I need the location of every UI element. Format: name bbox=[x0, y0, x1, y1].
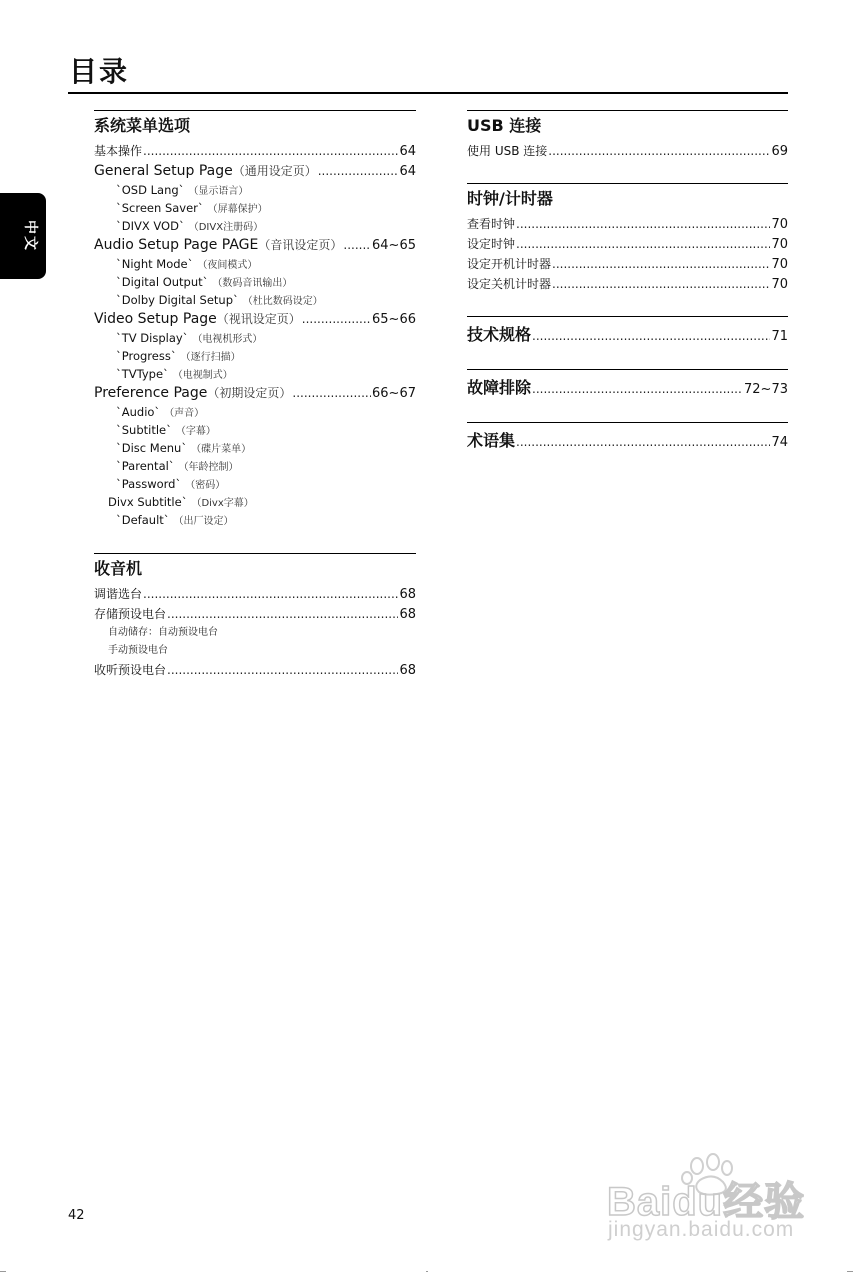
section-system-menu bbox=[94, 110, 416, 529]
leader-dots bbox=[548, 141, 770, 161]
toc-page-number: 68 bbox=[399, 607, 416, 622]
toc-subitem: `Digital Output` （数码音讯输出） bbox=[116, 275, 293, 289]
toc-subitem: `TV Display` （电视机形式） bbox=[116, 331, 263, 345]
toc-page-number: 65~66 bbox=[372, 312, 416, 327]
toc-entry-label: 术语集 bbox=[467, 431, 516, 450]
leader-dots bbox=[318, 161, 399, 181]
toc-subitem: Divx Subtitle` （Divx字幕） bbox=[108, 495, 254, 509]
leader-dots bbox=[292, 383, 371, 403]
toc-entry-store-presets[interactable] bbox=[94, 604, 416, 624]
toc-entry-label: 设定开机计时器 bbox=[467, 257, 552, 271]
toc-right-column bbox=[467, 110, 788, 453]
toc-subitem: `Disc Menu` （碟片菜单） bbox=[116, 441, 252, 455]
section-title-system-menu: 系统菜单选项 bbox=[94, 116, 191, 135]
toc-entry-label: 使用 USB 连接 bbox=[467, 144, 548, 158]
toc-page-number: 68 bbox=[399, 663, 416, 678]
toc-entry-label: 收听预设电台 bbox=[94, 663, 167, 677]
title-rule bbox=[68, 92, 788, 94]
section-radio bbox=[94, 553, 416, 680]
leader-dots bbox=[552, 274, 770, 294]
toc-entry-label: General Setup Page（通用设定页） bbox=[94, 163, 317, 179]
toc-page-number: 64~65 bbox=[372, 238, 416, 253]
page-number: 42 bbox=[68, 1208, 85, 1223]
leader-dots bbox=[552, 254, 770, 274]
toc-subitem: `Audio` （声音） bbox=[116, 405, 205, 419]
toc-page-number: 70 bbox=[771, 237, 788, 252]
toc-subitem: `Dolby Digital Setup` （杜比数码设定） bbox=[116, 293, 323, 307]
toc-subitem: `Parental` （年龄控制） bbox=[116, 459, 239, 473]
toc-subitem: `OSD Lang` （显示语言） bbox=[116, 183, 249, 197]
toc-page-number: 66~67 bbox=[372, 386, 416, 401]
toc-entry-label: 基本操作 bbox=[94, 144, 143, 158]
toc-entry-usb[interactable] bbox=[467, 141, 788, 161]
toc-entry-glossary[interactable] bbox=[467, 429, 788, 453]
toc-page-number: 70 bbox=[771, 277, 788, 292]
toc-subitem: `Night Mode` （夜间模式） bbox=[116, 257, 258, 271]
section-usb bbox=[467, 110, 788, 161]
toc-entry-label: 设定关机计时器 bbox=[467, 277, 552, 291]
section-specs bbox=[467, 316, 788, 347]
leader-dots bbox=[532, 377, 743, 401]
leader-dots bbox=[302, 309, 371, 329]
leader-dots bbox=[343, 235, 371, 255]
section-title-clock: 时钟/计时器 bbox=[467, 189, 553, 208]
toc-subitem: `Password` （密码） bbox=[116, 477, 226, 491]
leader-dots bbox=[167, 604, 398, 624]
section-glossary bbox=[467, 422, 788, 453]
leader-dots bbox=[532, 324, 770, 348]
leader-dots bbox=[143, 584, 398, 604]
toc-entry-label: 技术规格 bbox=[467, 325, 532, 344]
section-title-usb: USB 连接 bbox=[467, 116, 542, 135]
watermark-text: Baidu经验 bbox=[607, 1180, 806, 1224]
toc-entry-troubleshooting[interactable] bbox=[467, 376, 788, 400]
toc-entry-on-timer[interactable] bbox=[467, 254, 788, 274]
toc-subitem: `Screen Saver` （屏幕保护） bbox=[116, 201, 268, 215]
toc-page-number: 69 bbox=[771, 144, 788, 159]
toc-entry-set-clock[interactable] bbox=[467, 234, 788, 254]
toc-entry-listen-presets[interactable] bbox=[94, 660, 416, 680]
toc-entry-label: 调谐选台 bbox=[94, 587, 143, 601]
leader-dots bbox=[167, 660, 398, 680]
crop-mark bbox=[847, 1271, 853, 1272]
leader-dots bbox=[516, 214, 770, 234]
section-troubleshooting bbox=[467, 369, 788, 400]
toc-page-number: 72~73 bbox=[744, 382, 788, 397]
leader-dots bbox=[143, 141, 398, 161]
leader-dots bbox=[516, 234, 770, 254]
toc-entry-label: Audio Setup Page PAGE（音讯设定页） bbox=[94, 237, 343, 253]
toc-subitem: `DIVX VOD` （DIVX注册码） bbox=[116, 219, 264, 233]
toc-entry-label: 故障排除 bbox=[467, 378, 532, 397]
toc-entry-label: Video Setup Page（视讯设定页） bbox=[94, 311, 301, 327]
toc-entry-preference[interactable] bbox=[94, 383, 416, 403]
toc-page-number: 64 bbox=[399, 144, 416, 159]
toc-entry-tuning[interactable] bbox=[94, 584, 416, 604]
toc-page-number: 70 bbox=[771, 257, 788, 272]
toc-subitem: `Default` （出厂设定） bbox=[116, 513, 234, 527]
toc-subitem: `TVType` （电视制式） bbox=[116, 367, 233, 381]
toc-page-number: 64 bbox=[399, 164, 416, 179]
section-clock bbox=[467, 183, 788, 294]
toc-entry-label: Preference Page（初期设定页） bbox=[94, 385, 292, 401]
toc-subitem: 手动预设电台 bbox=[108, 645, 168, 656]
toc-entry-label: 设定时钟 bbox=[467, 237, 516, 251]
language-side-tab-label: 中文 bbox=[22, 220, 38, 252]
toc-page-number: 68 bbox=[399, 587, 416, 602]
toc-entry-label: 查看时钟 bbox=[467, 217, 516, 231]
toc-subitem: `Subtitle` （字幕） bbox=[116, 423, 216, 437]
watermark-url: jingyan.baidu.com bbox=[608, 1218, 795, 1241]
toc-page-number: 70 bbox=[771, 217, 788, 232]
toc-entry-general-setup[interactable] bbox=[94, 161, 416, 181]
toc-entry-specs[interactable] bbox=[467, 323, 788, 347]
toc-subitem: `Progress` （逐行扫描） bbox=[116, 349, 241, 363]
toc-entry-audio-setup[interactable] bbox=[94, 235, 416, 255]
page-title: 目录 bbox=[69, 55, 130, 88]
leader-dots bbox=[516, 430, 770, 454]
toc-entry-label: 存储预设电台 bbox=[94, 607, 167, 621]
toc-page-number: 74 bbox=[771, 435, 788, 450]
section-title-radio: 收音机 bbox=[94, 559, 143, 578]
toc-subitem: 自动储存：自动预设电台 bbox=[108, 627, 218, 638]
toc-entry-off-timer[interactable] bbox=[467, 274, 788, 294]
toc-entry-view-clock[interactable] bbox=[467, 214, 788, 234]
toc-entry-video-setup[interactable] bbox=[94, 309, 416, 329]
toc-left-column bbox=[94, 110, 416, 680]
toc-entry-basic[interactable] bbox=[94, 141, 416, 161]
toc-page-number: 71 bbox=[771, 329, 788, 344]
crop-mark bbox=[426, 1271, 428, 1272]
crop-mark bbox=[0, 1271, 6, 1272]
